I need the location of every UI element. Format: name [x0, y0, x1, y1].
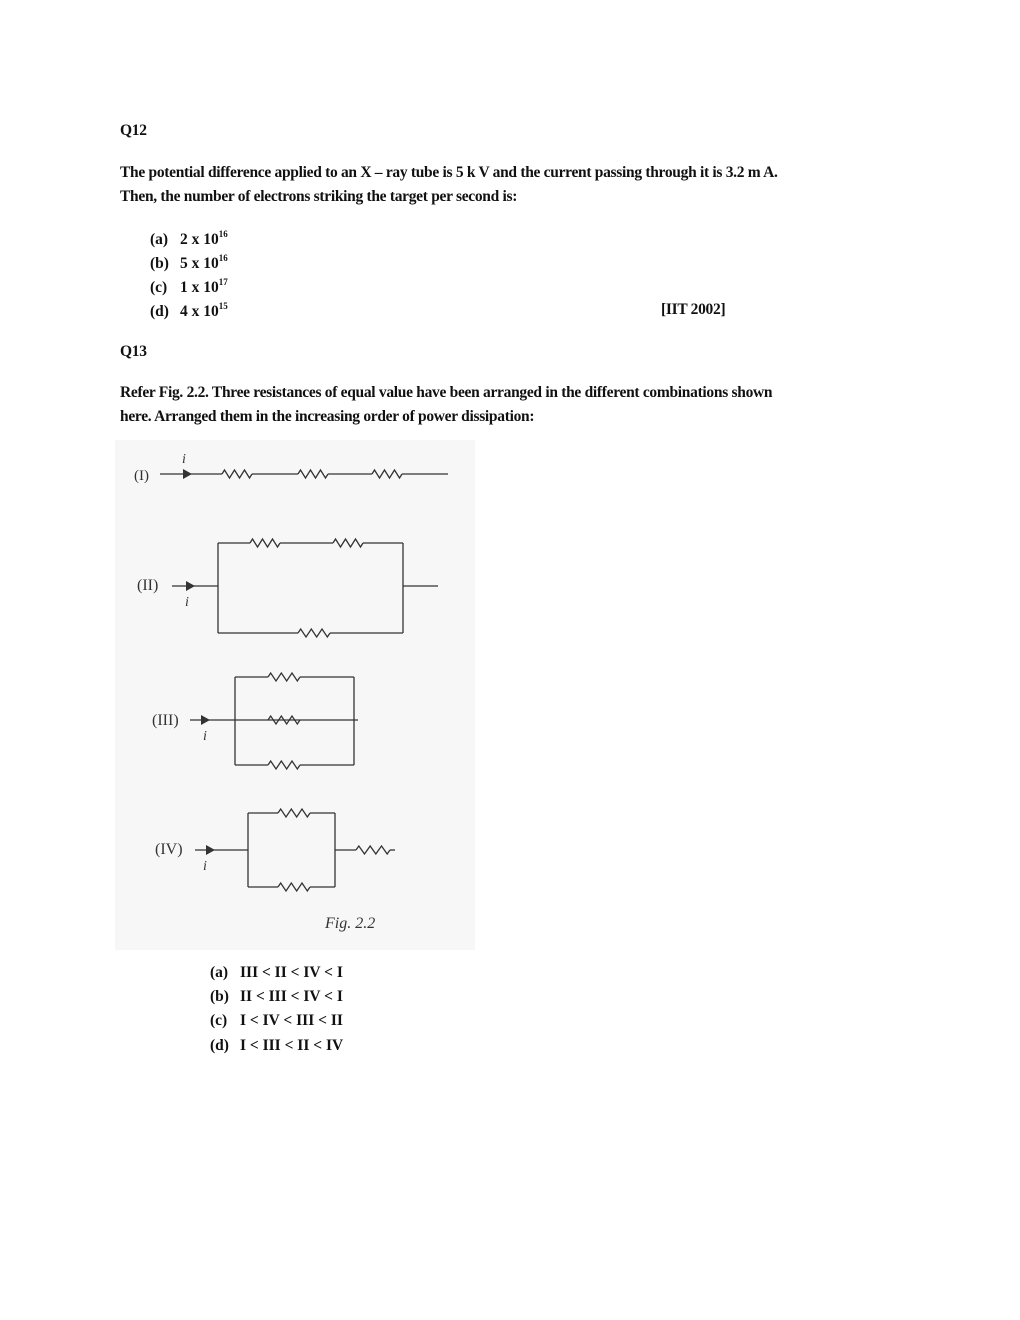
option-d — [150, 301, 228, 321]
option-exponent: 17 — [218, 277, 228, 287]
option-value: 5 x 10 — [180, 255, 219, 272]
option-a — [210, 964, 343, 982]
option-value: I < III < II < IV — [240, 1037, 344, 1054]
question-number-q13: Q13 — [120, 343, 147, 360]
question-source: [IIT 2002] — [661, 301, 726, 318]
figure-caption: Fig. 2.2 — [325, 915, 376, 932]
option-value: 1 x 10 — [180, 279, 219, 296]
circuit-figure — [115, 440, 475, 950]
question-text-line1: Refer Fig. 2.2. Three resistances of equal value have been arranged in the different combinations shown — [120, 384, 773, 401]
option-c — [150, 277, 228, 297]
circuit-label-4: (IV) — [155, 841, 183, 858]
option-d — [210, 1037, 343, 1055]
option-value: III < II < IV < I — [240, 964, 343, 981]
option-value: II < III < IV < I — [240, 988, 343, 1005]
option-label: (a) — [210, 964, 229, 981]
option-exponent: 16 — [218, 229, 228, 239]
current-symbol: i — [185, 595, 189, 610]
circuit-label-1: (I) — [134, 468, 149, 484]
option-c — [210, 1012, 343, 1030]
question-text-line2: here. Arranged them in the increasing order of power dissipation: — [120, 408, 535, 425]
option-exponent: 16 — [218, 253, 228, 263]
option-label: (c) — [210, 1012, 228, 1029]
option-value: I < IV < III < II — [240, 1012, 343, 1029]
current-symbol: i — [203, 729, 207, 744]
option-b — [150, 253, 228, 273]
option-label: (b) — [210, 988, 229, 1005]
option-label: (c) — [150, 279, 168, 296]
question-text-line2: Then, the number of electrons striking the target per second is: — [120, 188, 518, 205]
circuit-label-2: (II) — [137, 577, 159, 594]
question-text-line1: The potential difference applied to an X – ray tube is 5 k V and the current passing through it is 3.2 m A. — [120, 164, 778, 181]
option-value: 2 x 10 — [180, 231, 219, 248]
current-symbol: i — [203, 859, 207, 874]
option-label: (d) — [150, 303, 169, 320]
option-a — [150, 229, 228, 249]
option-label: (b) — [150, 255, 169, 272]
option-value: 4 x 10 — [180, 303, 219, 320]
option-label: (d) — [210, 1037, 229, 1054]
option-exponent: 15 — [218, 301, 228, 311]
option-b — [210, 988, 343, 1006]
question-number-q12: Q12 — [120, 122, 147, 139]
current-symbol: i — [182, 452, 186, 467]
circuit-label-3: (III) — [152, 712, 179, 729]
scan-background — [115, 440, 475, 950]
option-label: (a) — [150, 231, 169, 248]
